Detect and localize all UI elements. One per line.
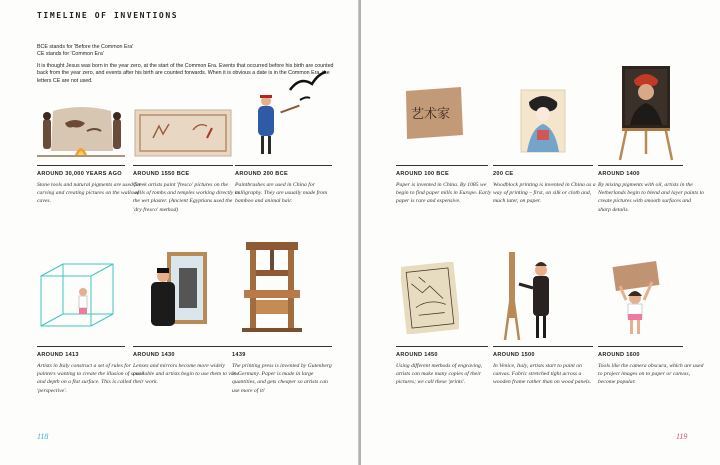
intro-paragraph: It is thought Jesus was born in the year zero, at the start of the Common Era. Events that occurred before his birth are counted back from the year zero, and events after his birth are counted forwards. When it is obvious a date is in the Common Era, the letters CE are not used. — [37, 63, 334, 84]
timeline-entry — [37, 171, 145, 206]
camera-obscura-illustration — [606, 258, 664, 340]
entry-text: Tools like the camera obscura, which are used to project images on to paper or canvas, become popular. — [598, 363, 704, 386]
divider — [133, 165, 233, 166]
entry-date: AROUND 100 BCE — [396, 171, 450, 177]
timeline-entry — [37, 352, 145, 395]
entry-date: AROUND 1600 — [598, 352, 640, 358]
divider — [37, 346, 125, 347]
entry-date: AROUND 30,000 YEARS AGO — [37, 171, 122, 177]
timeline-entry — [396, 171, 494, 206]
entry-text: Paper is invented in China. By 1085 we begin to find paper mills in Europe. Early paper is rare and expensive. — [396, 182, 492, 205]
entry-text: Paintbrushes are used in China for calligraphy. They are usually made from bamboo and animal hair. — [235, 182, 328, 205]
entry-text: The printing press is invented by Gutenberg in Germany. Paper is made in large quantities, and gets cheaper so artists can use more of it! — [232, 363, 332, 394]
canvas-painter-illustration — [503, 248, 563, 342]
entry-text: Artists in Italy construct a set of rules for painters wanting to create the illusion of space and depth on a flat surface. This is called 'perspective'. — [37, 363, 144, 394]
entry-text: Woodblock printing is invented in China as a way of printing – first, on silk or cloth and, much later, on paper. — [493, 182, 596, 205]
entry-date: 1439 — [232, 352, 246, 358]
timeline-entry — [598, 352, 704, 387]
entry-text: Stone tools and natural pigments are used for carving and creating pictures on the walls of caves. — [37, 182, 141, 205]
oil-portrait-easel-illustration — [616, 62, 676, 162]
entry-date: AROUND 1430 — [133, 352, 175, 358]
sign-text: 艺术家 — [411, 107, 451, 122]
timeline-entry — [235, 171, 337, 206]
perspective-cube-illustration — [37, 262, 122, 330]
entry-date: 200 CE — [493, 171, 514, 177]
entry-text: Lenses and mirrors become more widely available and artists begin to use them to view their work. — [133, 363, 239, 386]
entry-date: AROUND 1450 — [396, 352, 438, 358]
woodblock-print-illustration — [519, 88, 567, 154]
abbreviation-notes — [37, 44, 337, 58]
entry-date: AROUND 1500 — [493, 352, 535, 358]
entry-date: AROUND 1400 — [598, 171, 640, 177]
timeline-entry — [493, 171, 597, 206]
divider — [133, 346, 233, 347]
entry-text: By mixing pigments with oil, artists in the Netherlands begin to blend and layer paints to create pictures with smooth surfaces and sharp details. — [598, 182, 704, 213]
entry-date: AROUND 200 BCE — [235, 171, 289, 177]
divider — [232, 346, 332, 347]
paper-sign-illustration — [403, 85, 465, 141]
divider — [396, 346, 488, 347]
entry-text: In Venice, Italy, artists start to paint on canvas. Fabric stretched tight across a wooden frame rather than on wood panels. — [493, 363, 592, 386]
entry-text: Using different methods of engraving, artists can make many copies of their pictures; we call these 'prints'. — [396, 363, 483, 386]
printing-press-illustration — [240, 240, 305, 335]
divider — [598, 165, 683, 166]
calligraphy-brush-illustration — [250, 70, 330, 162]
engraving-print-illustration — [401, 262, 459, 334]
entry-text: Greek artists paint 'fresco' pictures on the walls of tombs and temples working directly in the wet plaster. (Ancient Egyptians used the 'dry fresco' method) — [133, 182, 240, 213]
fresco-wall-illustration — [133, 108, 233, 160]
timeline-entry — [396, 352, 494, 387]
abbr-bce: BCE stands for 'Before the Common Era' — [37, 44, 134, 50]
timeline-entry — [598, 171, 704, 214]
divider — [493, 165, 593, 166]
divider — [493, 346, 593, 347]
mirror-artist-illustration — [145, 250, 210, 332]
left-page — [0, 0, 359, 465]
cave-painting-illustration — [37, 105, 125, 163]
timeline-entry — [232, 352, 336, 395]
timeline-entry — [493, 352, 597, 387]
divider — [396, 165, 488, 166]
divider — [235, 165, 332, 166]
page-title: TIMELINE OF INVENTIONS — [37, 11, 179, 20]
divider — [37, 165, 125, 166]
entry-date: AROUND 1413 — [37, 352, 79, 358]
entry-date: AROUND 1550 BCE — [133, 171, 190, 177]
right-page — [361, 0, 720, 465]
divider — [598, 346, 683, 347]
abbr-ce: CE stands for 'Common Era' — [37, 51, 104, 58]
page-number: 118 — [37, 432, 49, 441]
timeline-entry — [133, 352, 241, 387]
timeline-entry — [133, 171, 241, 214]
page-number: 119 — [676, 432, 688, 441]
